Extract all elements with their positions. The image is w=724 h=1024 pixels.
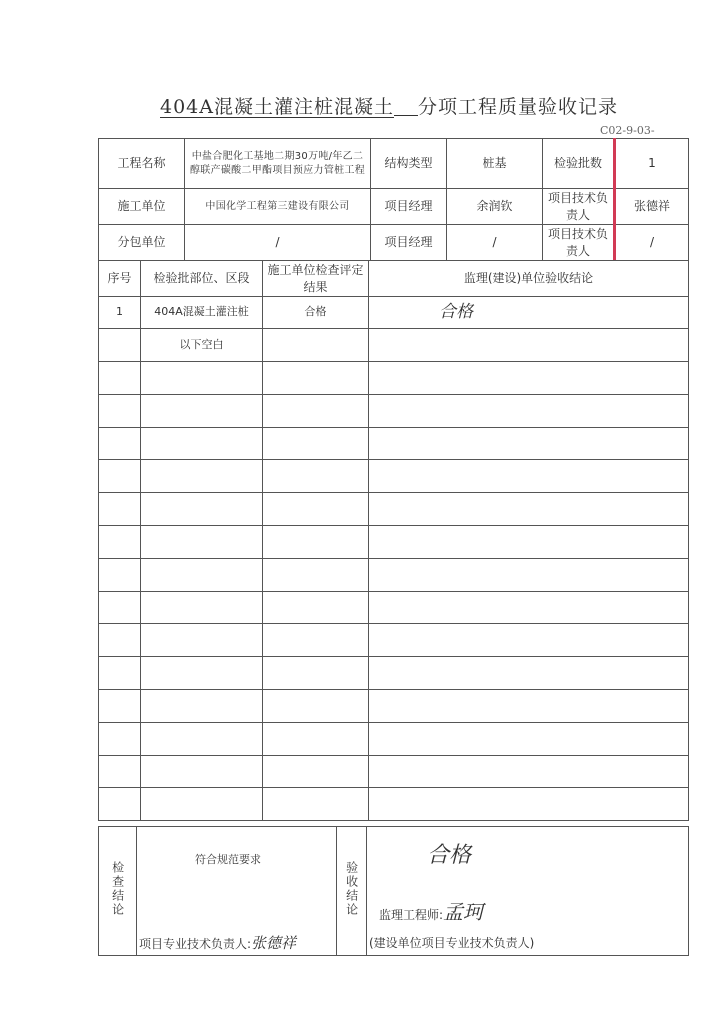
empty-cell (369, 689, 689, 722)
empty-cell (99, 689, 141, 722)
form-title (160, 92, 660, 119)
sub-tech-value: / (615, 225, 689, 261)
contractor-value: 中国化学工程第三建设有限公司 (185, 189, 371, 225)
col-supervisor-conclusion: 监理(建设)单位验收结论 (369, 261, 689, 297)
empty-cell (369, 722, 689, 755)
conclusion-table (98, 826, 689, 956)
empty-cell (99, 755, 141, 788)
empty-cell (141, 427, 263, 460)
empty-cell (369, 362, 689, 395)
pm-value: 余润钦 (447, 189, 543, 225)
empty-row (99, 755, 689, 788)
sub-tech-label: 项目技术负责人 (543, 225, 615, 261)
empty-cell (263, 493, 369, 526)
empty-cell (263, 689, 369, 722)
row-conclusion (369, 329, 689, 362)
empty-cell (263, 591, 369, 624)
empty-cell (141, 460, 263, 493)
structure-type-value: 桩基 (447, 139, 543, 189)
empty-cell (263, 624, 369, 657)
row-seq (99, 329, 141, 362)
empty-cell (141, 624, 263, 657)
sub-value: / (185, 225, 371, 261)
sub-pm-label: 项目经理 (371, 225, 447, 261)
row-seq: 1 (99, 297, 141, 329)
empty-cell (369, 558, 689, 591)
sub-pm-value: / (447, 225, 543, 261)
empty-row (99, 689, 689, 722)
row-location: 以下空白 (141, 329, 263, 362)
check-label-cell (99, 827, 137, 956)
empty-cell (369, 525, 689, 558)
empty-cell (263, 722, 369, 755)
empty-cell (99, 394, 141, 427)
row-conclusion: 合格 (369, 297, 689, 329)
structure-type-label: 结构类型 (371, 139, 447, 189)
accept-label-cell (337, 827, 367, 956)
empty-cell (141, 689, 263, 722)
empty-cell (369, 460, 689, 493)
empty-cell (263, 427, 369, 460)
engineer-signature: 孟珂 (443, 900, 484, 924)
col-location: 检验批部位、区段 (141, 261, 263, 297)
batch-count-label: 检验批数 (543, 139, 615, 189)
empty-cell (99, 362, 141, 395)
empty-cell (263, 362, 369, 395)
empty-cell (369, 493, 689, 526)
empty-cell (141, 362, 263, 395)
check-person-signature: 张德祥 (251, 934, 297, 952)
accept-label: 验收结论 (344, 860, 359, 917)
empty-cell (369, 788, 689, 821)
empty-row (99, 525, 689, 558)
check-cell (137, 827, 337, 956)
empty-cell (141, 657, 263, 690)
table-row (99, 329, 689, 362)
title-gap (394, 115, 418, 116)
check-label: 检查结论 (110, 860, 125, 917)
row-result (263, 329, 369, 362)
empty-cell (263, 525, 369, 558)
empty-cell (263, 755, 369, 788)
sub-label: 分包单位 (99, 225, 185, 261)
empty-cell (369, 394, 689, 427)
empty-cell (99, 558, 141, 591)
empty-cell (141, 493, 263, 526)
tech-lead-value: 张德祥 (615, 189, 689, 225)
empty-cell (141, 394, 263, 427)
check-person-label: 项目专业技术负责人: (139, 937, 252, 951)
empty-cell (369, 624, 689, 657)
table-row (99, 297, 689, 329)
engineer-label: 监理工程师: (379, 908, 444, 922)
project-name-label: 工程名称 (99, 139, 185, 189)
check-text: 符合规范要求 (195, 853, 261, 866)
empty-cell (99, 657, 141, 690)
empty-cell (99, 460, 141, 493)
form-number: C02-9-03- (600, 124, 655, 137)
empty-cell (263, 394, 369, 427)
empty-row (99, 460, 689, 493)
empty-cell (141, 788, 263, 821)
accept-cell (367, 827, 689, 956)
empty-cell (369, 591, 689, 624)
col-seq: 序号 (99, 261, 141, 297)
empty-cell (99, 525, 141, 558)
empty-cell (141, 525, 263, 558)
empty-cell (263, 558, 369, 591)
empty-cell (263, 788, 369, 821)
empty-cell (141, 755, 263, 788)
owner-label: (建设单位项目专业技术负责人) (369, 936, 535, 950)
tech-lead-label: 项目技术负责人 (543, 189, 615, 225)
empty-cell (369, 427, 689, 460)
empty-row (99, 362, 689, 395)
empty-cell (263, 460, 369, 493)
empty-cell (141, 722, 263, 755)
empty-row (99, 788, 689, 821)
empty-row (99, 722, 689, 755)
empty-row (99, 657, 689, 690)
project-name-value: 中盐合肥化工基地二期30万吨/年乙二醇联产碳酸二甲酯项目预应力管桩工程 (185, 139, 371, 189)
row-result: 合格 (263, 297, 369, 329)
title-prefix: 404A混凝土灌注桩混凝土 (160, 96, 394, 118)
empty-cell (99, 624, 141, 657)
empty-cell (369, 657, 689, 690)
empty-row (99, 591, 689, 624)
empty-cell (99, 493, 141, 526)
empty-cell (99, 722, 141, 755)
empty-row (99, 624, 689, 657)
row-location: 404A混凝土灌注桩 (141, 297, 263, 329)
empty-cell (141, 591, 263, 624)
title-suffix: 分项工程质量验收记录 (418, 96, 619, 118)
pm-label: 项目经理 (371, 189, 447, 225)
empty-row (99, 427, 689, 460)
contractor-label: 施工单位 (99, 189, 185, 225)
empty-cell (141, 558, 263, 591)
empty-cell (99, 788, 141, 821)
accept-text: 合格 (427, 843, 472, 868)
empty-row (99, 493, 689, 526)
info-table (98, 138, 689, 261)
check-person-line (139, 933, 296, 953)
empty-cell (263, 657, 369, 690)
col-contractor-result: 施工单位检查评定结果 (263, 261, 369, 297)
batch-count-value: 1 (615, 139, 689, 189)
empty-row (99, 394, 689, 427)
empty-cell (99, 591, 141, 624)
empty-cell (99, 427, 141, 460)
empty-cell (369, 755, 689, 788)
engineer-line (379, 899, 483, 926)
empty-row (99, 558, 689, 591)
items-table (98, 260, 689, 821)
